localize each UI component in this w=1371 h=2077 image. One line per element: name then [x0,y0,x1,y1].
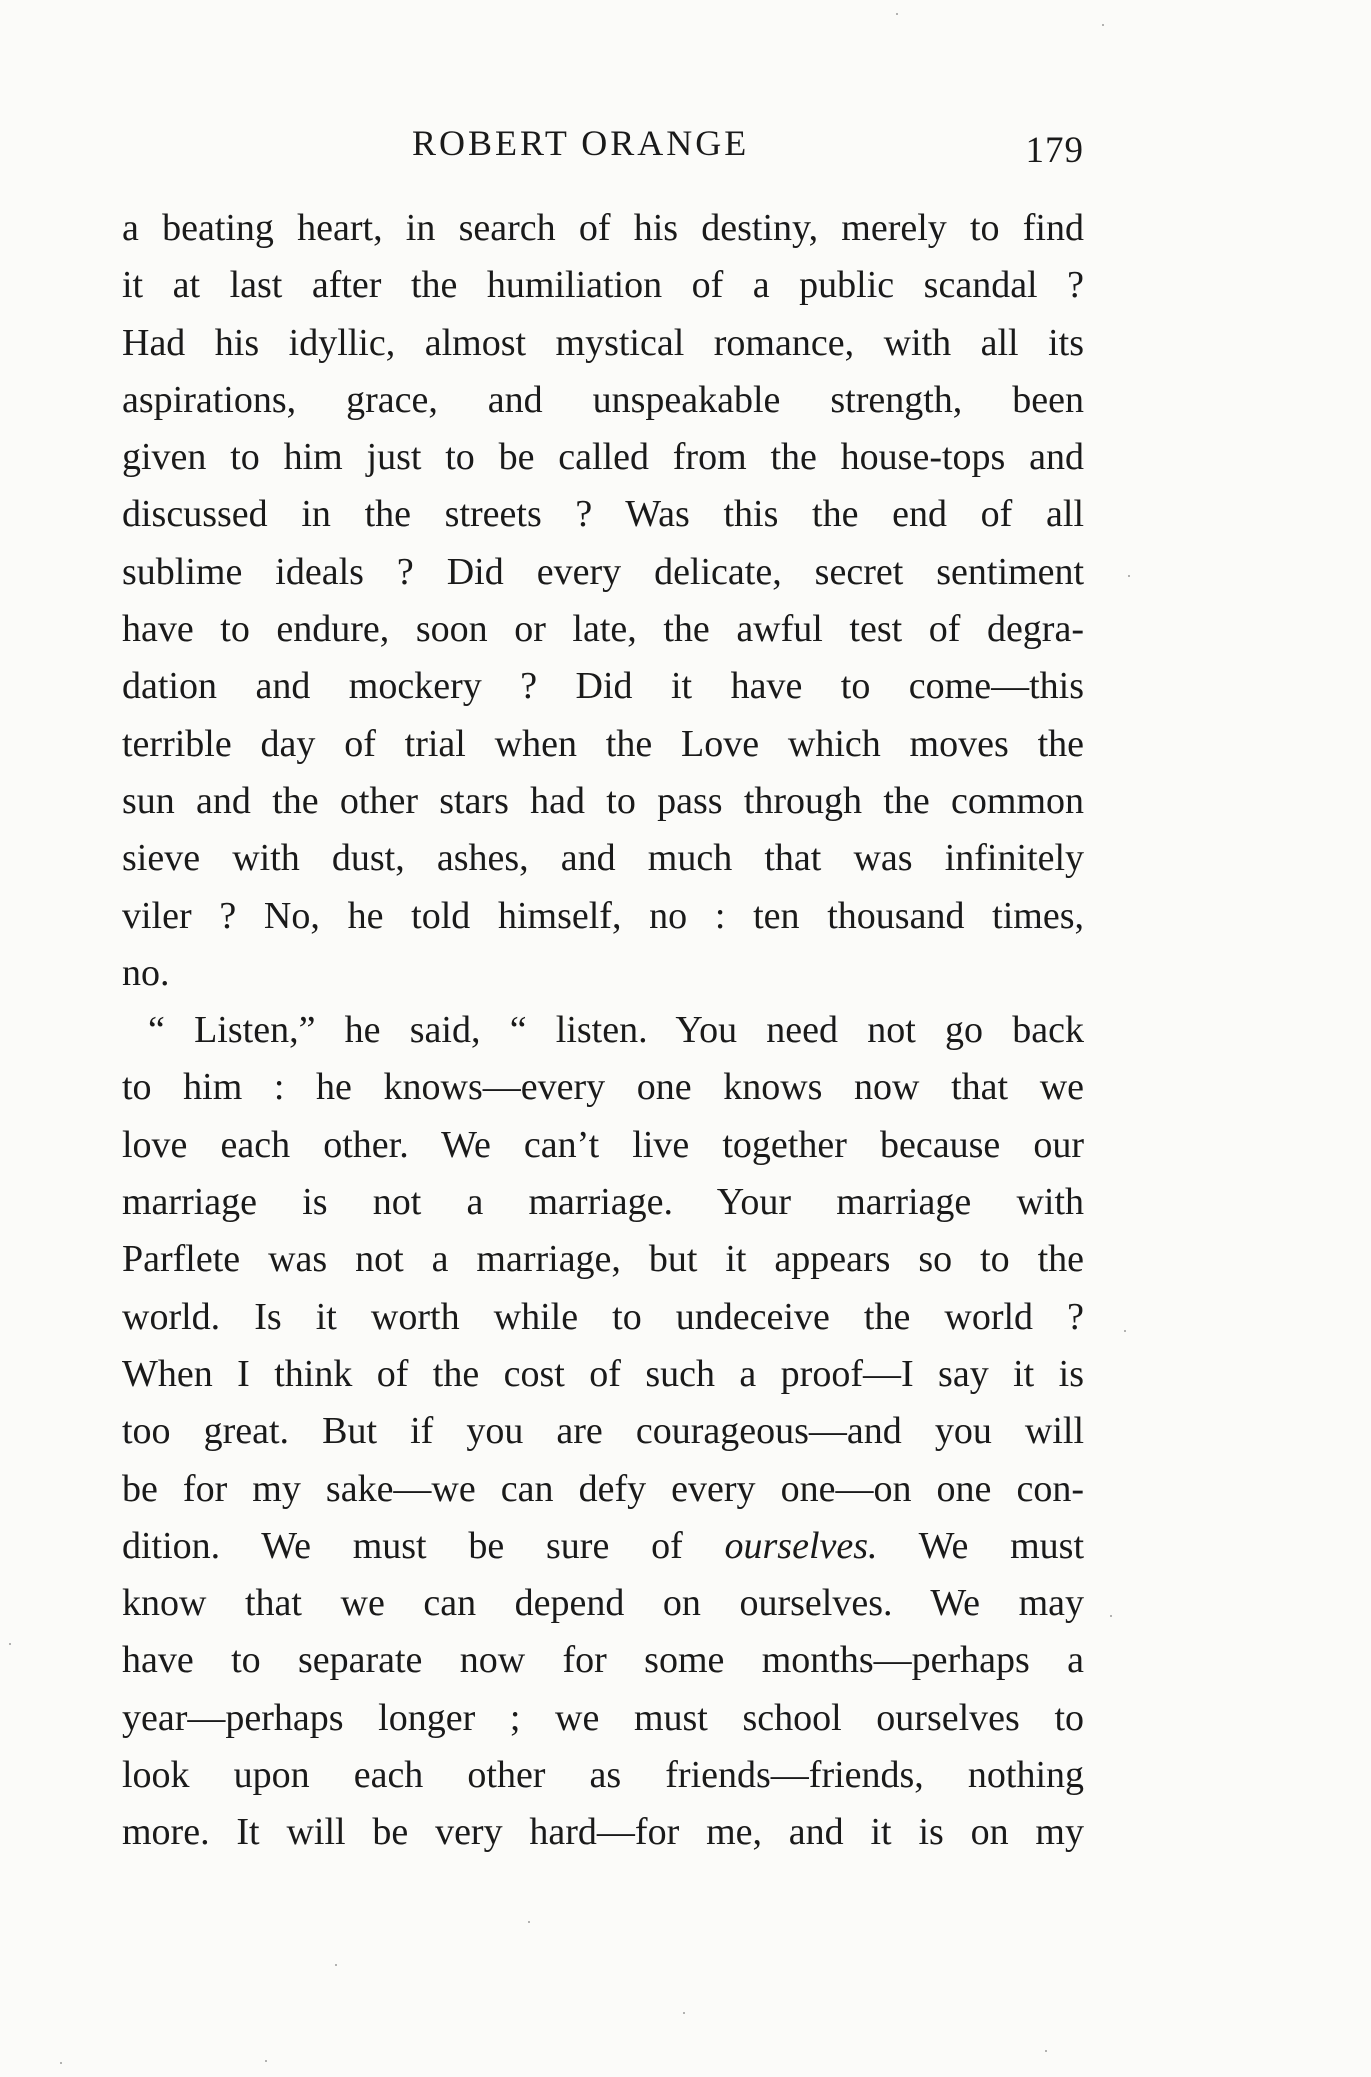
text-line: world. Is it worth while to undeceive the world ? [122,1295,1084,1338]
text-line: Parflete was not a marriage, but it appears so to the [122,1238,1084,1281]
text-line: marriage is not a marriage. Your marriage with [122,1181,1084,1224]
text-line: no. [122,951,170,994]
paper-speck [1102,24,1104,26]
paper-speck [335,1964,337,1966]
paper-speck [9,1643,11,1645]
paper-speck [1124,1330,1126,1332]
paper-speck [1128,575,1130,577]
page-number: 179 [1025,130,1084,171]
text-line: discussed in the streets ? Was this the end of all [122,493,1084,536]
text-line: sublime ideals ? Did every delicate, secret sentiment [122,550,1084,593]
paper-speck [265,2060,267,2062]
paper-speck [60,2062,62,2064]
text-line: “ Listen,” he said, “ listen. You need not go back [148,1009,1084,1052]
text-line: Had his idyllic, almost mystical romance, with all its [122,321,1084,364]
running-title: ROBERT ORANGE [412,123,750,163]
text-line: sun and the other stars had to pass through the common [122,779,1084,822]
text-line: love each other. We can’t live together because our [122,1123,1084,1166]
text-line: sieve with dust, ashes, and much that was infinitely [122,837,1084,880]
text-line: have to separate now for some months—perhaps a [122,1639,1084,1682]
page-header [122,118,1084,171]
text-line: aspirations, grace, and unspeakable strength, been [122,378,1084,421]
paper-speck [1045,2050,1047,2052]
text-line: When I think of the cost of such a proof—I say it is [122,1352,1084,1395]
text-line: be for my sake—we can defy every one—on one con- [122,1467,1084,1510]
paper-speck [528,1921,530,1923]
text-line: know that we can depend on ourselves. We may [122,1582,1084,1625]
text-line: more. It will be very hard—for me, and it is on my [122,1811,1084,1854]
body-text [122,200,1084,1862]
paper-speck [683,2012,685,2014]
text-line: a beating heart, in search of his destiny, merely to find [122,207,1084,249]
text-line: viler ? No, he told himself, no : ten thousand times, [122,894,1084,937]
paper-speck [1110,1615,1112,1617]
text-line: terrible day of trial when the Love which moves the [122,722,1084,765]
text-line: to him : he knows—every one knows now that we [122,1066,1084,1109]
text-line: given to him just to be called from the house-tops and [122,436,1084,479]
text-segment: dition. We must be sure of [122,1524,683,1567]
text-line: look upon each other as friends—friends, nothing [122,1754,1084,1797]
text-line-with-italic [122,1518,1084,1575]
text-line: year—perhaps longer ; we must school ourselves to [122,1696,1084,1739]
text-line: have to endure, soon or late, the awful test of degra- [122,608,1084,651]
text-line: dation and mockery ? Did it have to come—this [122,665,1084,708]
text-line: it at last after the humiliation of a public scandal ? [122,264,1084,307]
text-segment: We must [918,1524,1084,1567]
italic-emphasis: ourselves. [724,1524,878,1567]
text-line: too great. But if you are courageous—and you will [122,1410,1084,1453]
paper-speck [896,13,898,15]
